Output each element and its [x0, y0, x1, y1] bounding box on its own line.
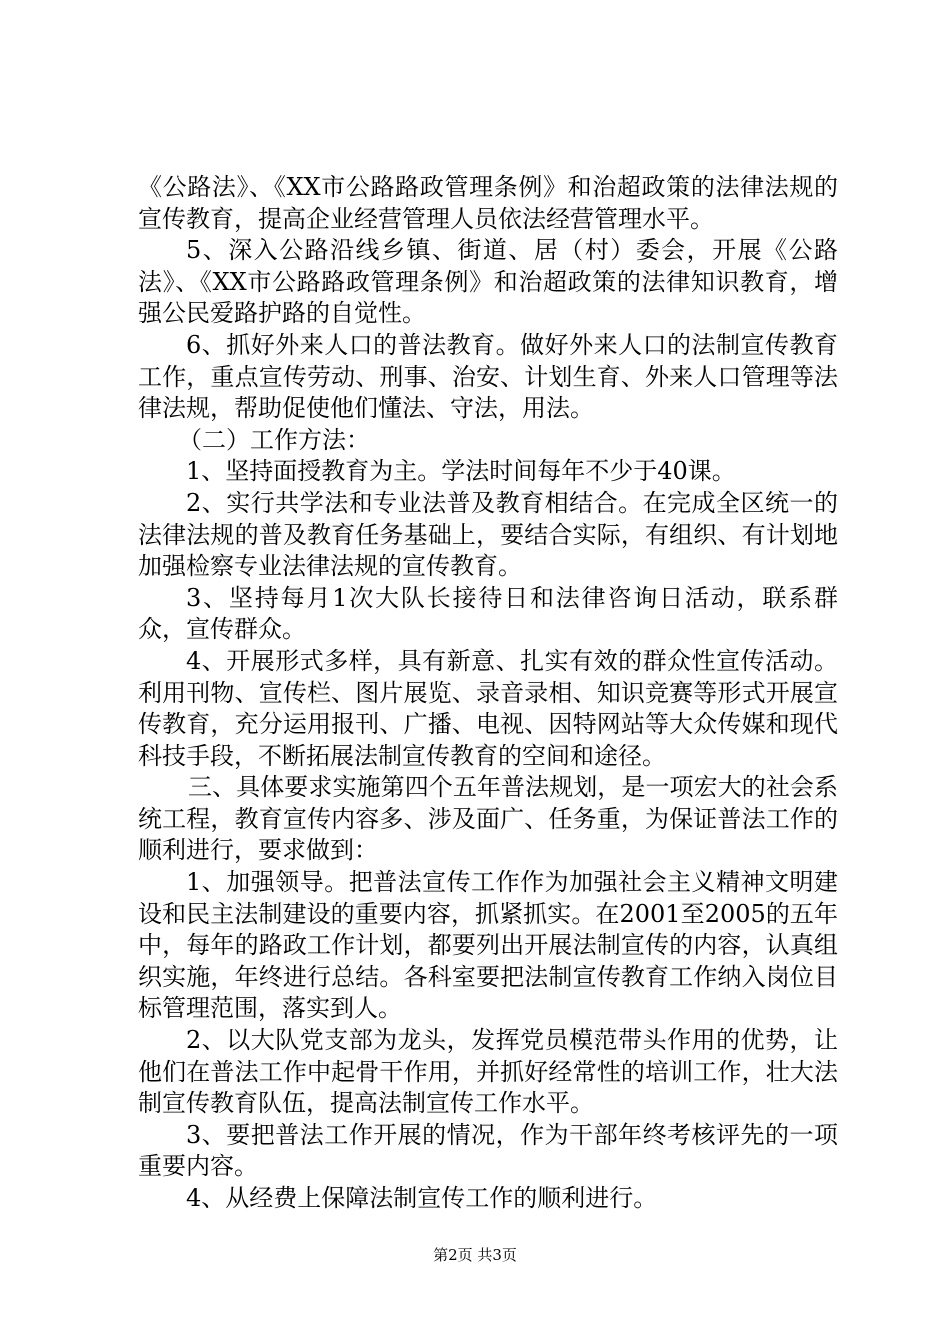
paragraph-requirement-4: 4、从经费上保障法制宣传工作的顺利进行。	[186, 1184, 658, 1212]
paragraph-item-6: 6、抓好外来人口的普法教育。做好外来人口的法制宣传教育工作，重点宣传劳动、刑事、治安、计划生育、外来人口管理等法律法规，帮助促使他们懂法、守法，用法。	[138, 330, 838, 423]
paragraph-method-2: 2、实行共学法和专业法普及教育相结合。在完成全区统一的法律法规的普及教育任务基础上，要结合实际，有组织、有计划地加强检察专业法律法规的宣传教育。	[138, 488, 838, 581]
paragraph-method-4: 4、开展形式多样，具有新意、扎实有效的群众性宣传活动。利用刊物、宣传栏、图片展览、录音录相、知识竞赛等形式开展宣传教育，充分运用报刊、广播、电视、因特网站等大众传媒和现代科技手段，不断拓展法制宣传教育的空间和途径。	[138, 646, 838, 770]
section-heading-requirements: 三、具体要求实施第四个五年普法规划，是一项宏大的社会系统工程，教育宣传内容多、涉及面广、任务重，为保证普法工作的顺利进行，要求做到：	[138, 773, 838, 865]
paragraph-method-3: 3、坚持每月1次大队长接待日和法律咨询日活动，联系群众，宣传群众。	[138, 583, 838, 644]
paragraph-requirement-3: 3、要把普法工作开展的情况，作为干部年终考核评先的一项重要内容。	[138, 1120, 838, 1181]
section-heading-work-methods: （二）工作方法：	[178, 425, 370, 454]
paragraph-continuation: 《公路法》、《XX市公路路政管理条例》和治超政策的法律法规的宣传教育，提高企业经营管理人员依法经营管理水平。	[138, 173, 838, 233]
paragraph-requirement-2: 2、以大队党支部为龙头，发挥党员模范带头作用的优势，让他们在普法工作中起骨干作用，并抓好经常性的培训工作，壮大法制宣传教育队伍，提高法制宣传工作水平。	[138, 1026, 838, 1118]
paragraph-method-1: 1、坚持面授教育为主。学法时间每年不少于40课。	[186, 457, 736, 486]
paragraph-requirement-1: 1、加强领导。把普法宣传工作作为加强社会主义精神文明建设和民主法制建设的重要内容，抓紧抓实。在2001至2005的五年中，每年的路政工作计划，都要列出开展法制宣传的内容，认真组织实施，年终进行总结。各科室要把法制宣传教育工作纳入岗位目标管理范围，落实到人。	[138, 868, 838, 1023]
paragraph-item-5: 5、深入公路沿线乡镇、街道、居（村）委会，开展《公路法》、《XX市公路路政管理条例》和治超政策的法律知识教育，增强公民爱路护路的自觉性。	[138, 236, 838, 328]
page-number-footer: 第2页 共3页	[433, 1246, 517, 1264]
document-body	[138, 172, 838, 1215]
